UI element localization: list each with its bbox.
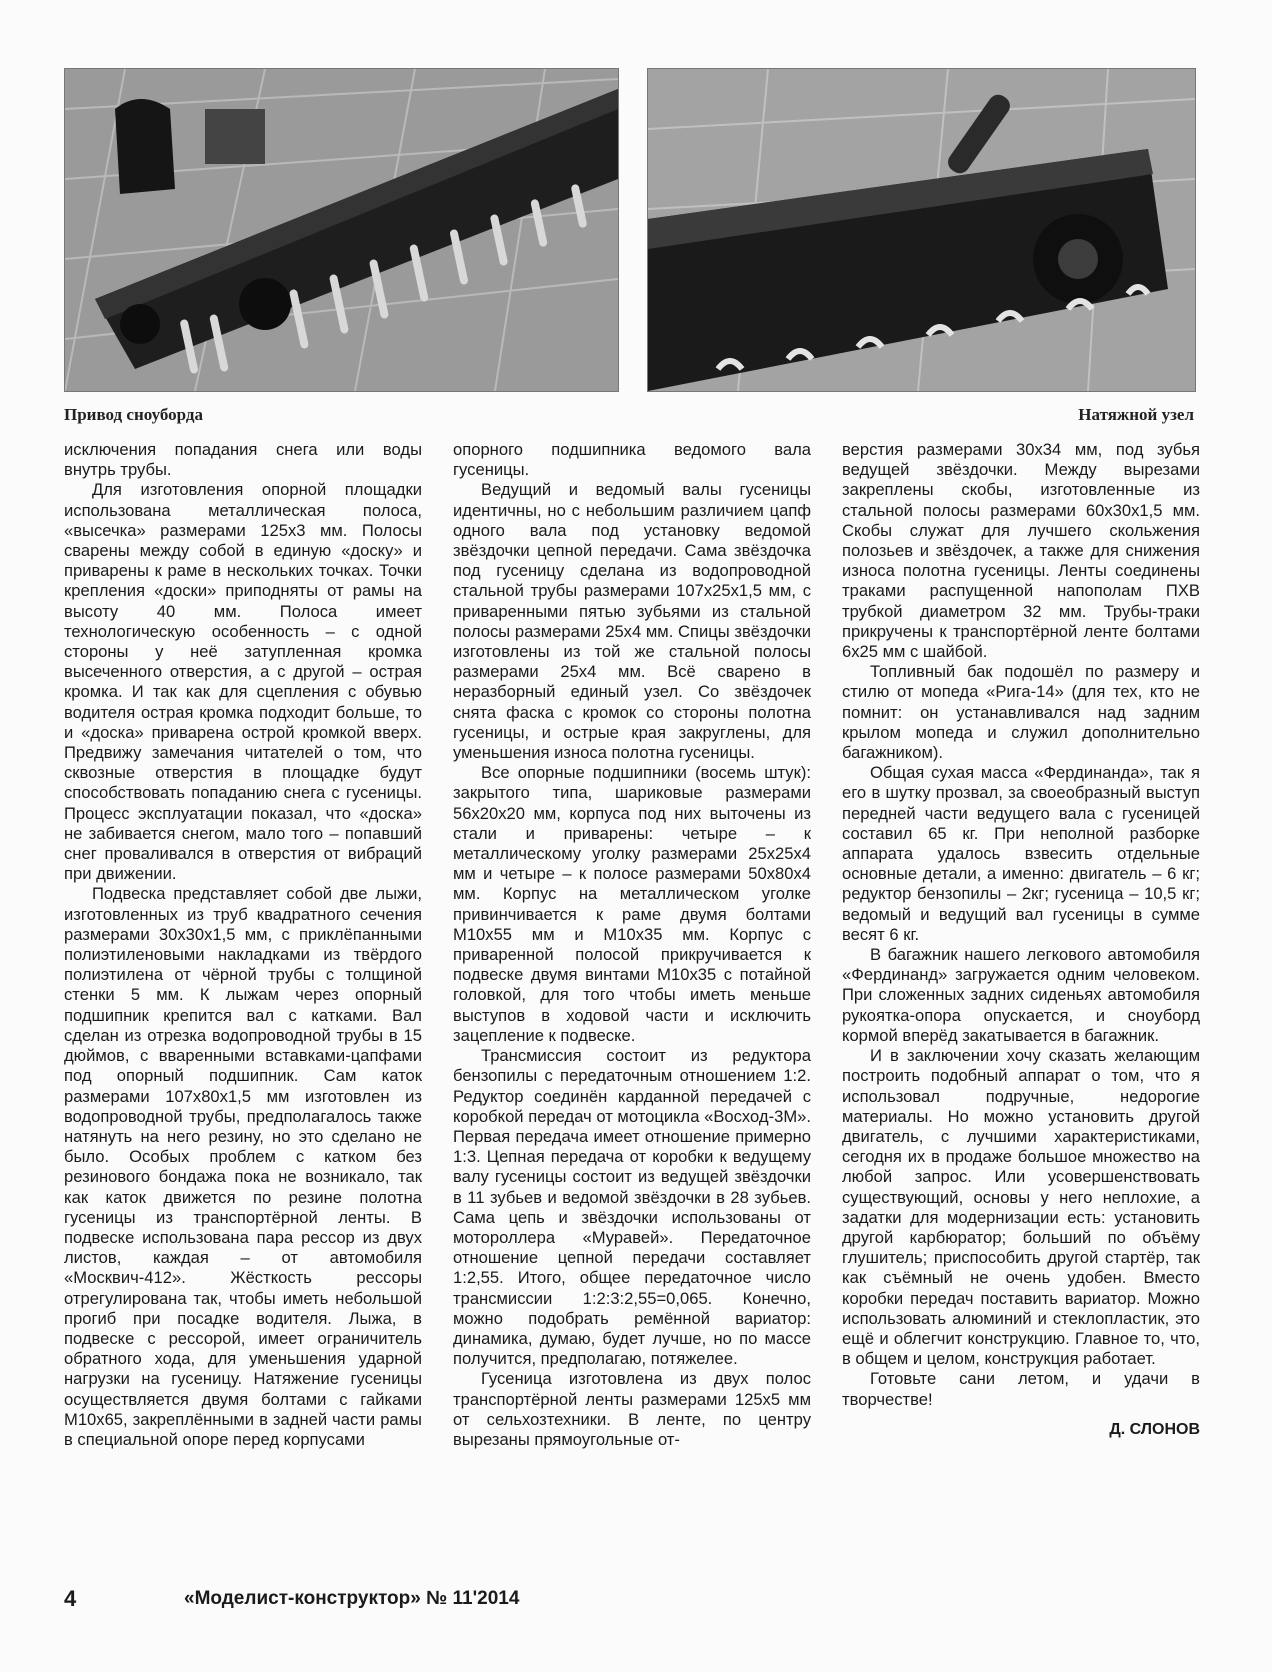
paragraph: Общая сухая масса «Фердинанда», так я его в шутку прозвал, за своеобразный выступ передней части ведущего вала с гусеницей составил 65 кг. При неполной разборке аппарата удалось взвесить отдельные основные детали, а именно: двигатель – 6 кг; редуктор бензопилы – 2кг; гусеница – 10,5 кг; ведомый и ведущий вал гусеницы в сумме весят 6 кг. [842, 763, 1200, 944]
photo-snowboard-drive [64, 68, 619, 392]
caption-snowboard-drive: Привод сноуборда [64, 405, 203, 424]
paragraph: В багажник нашего легкового автомобиля «Фердинанд» загружается одним человеком. При сложенных задних сиденьях автомобиля рукоятка-опора опускается, и сноуборд кормой вперёд закатывается в багажник. [842, 945, 1200, 1045]
paragraph: Готовьте сани летом, и удачи в творчестве! [842, 1369, 1200, 1409]
text-column-2 [453, 440, 811, 1450]
caption-tension-unit: Натяжной узел [1078, 405, 1194, 424]
paragraph: Для изготовления опорной площадки использована металлическая полоса, «высечка» размерами 125х3 мм. Полосы сварены между собой в единую «доску» и приварены к раме в нескольких точках. Точки крепления «доски» приподняты от рамы на высоту 40 мм. Полоса имеет технологическую особенность – с одной стороны у неё затупленная кромка высеченного отверстия, а с другой – острая кромка. И так как для сцепления с обувью водителя острая кромка подходит больше, то и «доска» приварена острой кромкой вверх. Предвижу замечания читателей о том, что сквозные отверстия в площадке будут способствовать попаданию снега с гусеницы. Процесс эксплуатации показал, что «доска» не забивается снегом, мало того – попавший снег проваливался в отверстия от вибраций при движении. [64, 480, 422, 884]
paragraph: верстия размерами 30х34 мм, под зубья ведущей звёздочки. Между вырезами закреплены скобы, изготовленные из стальной полосы размерами 60х30х1,5 мм. Скобы служат для лучшего скольжения полозьев и звёздочек, а также для снижения износа полотна гусеницы. Ленты соединены траками распущенной напополам ПХВ трубкой диаметром 32 мм. Трубы-траки прикручены к транспортёрной ленте болтами 6х25 мм с шайбой. [842, 440, 1200, 662]
photo-tension-image [648, 69, 1195, 391]
paragraph: Подвеска представляет собой две лыжи, изготовленных из труб квадратного сечения размерами 30х30х1,5 мм, с приклёпанными полиэтиленовыми накладками из твёрдого полиэтилена от чёрной трубы с толщиной стенки 5 мм. К лыжам через опорный подшипник крепится вал с катками. Вал сделан из отрезка водопроводной трубы в 15 дюймов, с вваренными вставками-цапфами под опорный подшипник. Сам каток размерами 107х80х1,5 мм изготовлен из водопроводной трубы, предполагалось также натянуть на него резину, но это сделано не было. Особых проблем с катком без резинового бондажа пока не возникало, так как каток движется по резине полотна гусеницы из транспортёрной ленты. В подвеске использована пара рессор из двух листов, каждая – от автомобиля «Москвич-412». Жёсткость рессоры отрегулирована так, чтобы иметь небольшой прогиб при посадке водителя. Лыжа, в подвеске с рессорой, имеет ограничитель обратного хода, для уменьшения ударной нагрузки на гусеницу. Натяжение гусеницы осуществляется двумя болтами с гайками М10х65, закреплёнными в задней части рамы в специальной опоре перед корпусами [64, 884, 422, 1449]
photo-tension-unit [647, 68, 1196, 392]
page-number: 4 [64, 1586, 77, 1611]
paragraph: исключения попадания снега или воды внутрь трубы. [64, 440, 422, 480]
paragraph: И в заключении хочу сказать желающим построить подобный аппарат о том, что я использовал подручные, недорогие материалы. Но можно установить другой двигатель, с лучшими характеристиками, сегодня их в продаже большое множество на любой запрос. Или усовершенствовать существующий, основы у него неплохие, а задатки для модернизации есть: установить другой карбюратор; больший по объёму глушитель; приспособить другой стартёр, так как съёмный не очень удобен. Вместо коробки передач поставить вариатор. Можно использовать алюминий и стеклопластик, это ещё и облегчит конструкцию. Главное то, что, в общем и целом, конструкция работает. [842, 1046, 1200, 1369]
paragraph: Трансмиссия состоит из редуктора бензопилы с передаточным отношением 1:2. Редуктор соединён карданной передачей с коробкой передач от мотоцикла «Восход-3М». Первая передача имеет отношение примерно 1:3. Цепная передача от коробки к ведущему валу гусеницы состоит из ведущей звёздочки в 11 зубьев и ведомой звёздочки в 28 зубьев. Сама цепь и звёздочки использованы от мотороллера «Муравей». Передаточное отношение цепной передачи составляет 1:2,55. Итого, общее передаточное число трансмиссии 1:2:3:2,55=0,065. Конечно, можно подобрать ремённой вариатор: динамика, думаю, будет лучше, но по массе получится, предполагаю, потяжелее. [453, 1046, 811, 1369]
paragraph: опорного подшипника ведомого вала гусеницы. [453, 440, 811, 480]
paragraph: Гусеница изготовлена из двух полос транспортёрной ленты размерами 125х5 мм от сельхозтехники. В ленте, по центру вырезаны прямоугольные от- [453, 1369, 811, 1449]
paragraph: Топливный бак подошёл по размеру и стилю от мопеда «Рига-14» (для тех, кто не помнит: он устанавливался над задним крылом мопеда и служил дополнительно багажником). [842, 662, 1200, 763]
paragraph: Все опорные подшипники (восемь штук): закрытого типа, шариковые размерами 56х20х20 мм, корпуса под них выточены из стали и приварены: четыре – к металлическому уголку размерами 25х25х4 мм и четыре – к полосе размерами 50х80х4 мм. Корпус на металлическом уголке привинчивается к раме двумя болтами М10х55 мм и М10х35 мм. Корпус с приваренной полосой прикручивается к подвеске двумя винтами М10х35 с потайной головкой, для того чтобы иметь меньше выступов в ходовой части и исключить зацепление к подвеске. [453, 763, 811, 1045]
text-column-1 [64, 440, 422, 1450]
author-signature: Д. СЛОНОВ [1109, 1420, 1200, 1438]
paragraph: Ведущий и ведомый валы гусеницы идентичны, но с небольшим различием цапф одного вала под установку ведомой звёздочки цепной передачи. Сама звёздочка под гусеницу сделана из водопроводной стальной трубы размерами 107х25х1,5 мм, с приваренными пятью зубьями из стальной полосы размерами 25х4 мм. Спицы звёздочки изготовлены из той же стальной полосы размерами 25х4 мм. Всё сварено в неразборный единый узел. Со звёздочек снята фаска с кромок со стороны полотна гусеницы, и острые края закруглены, для уменьшения износа полотна гусеницы. [453, 480, 811, 763]
text-column-3 [842, 440, 1200, 1440]
photo-drive-image [65, 69, 618, 391]
journal-title: «Моделист-конструктор» № 11'2014 [184, 1588, 520, 1609]
